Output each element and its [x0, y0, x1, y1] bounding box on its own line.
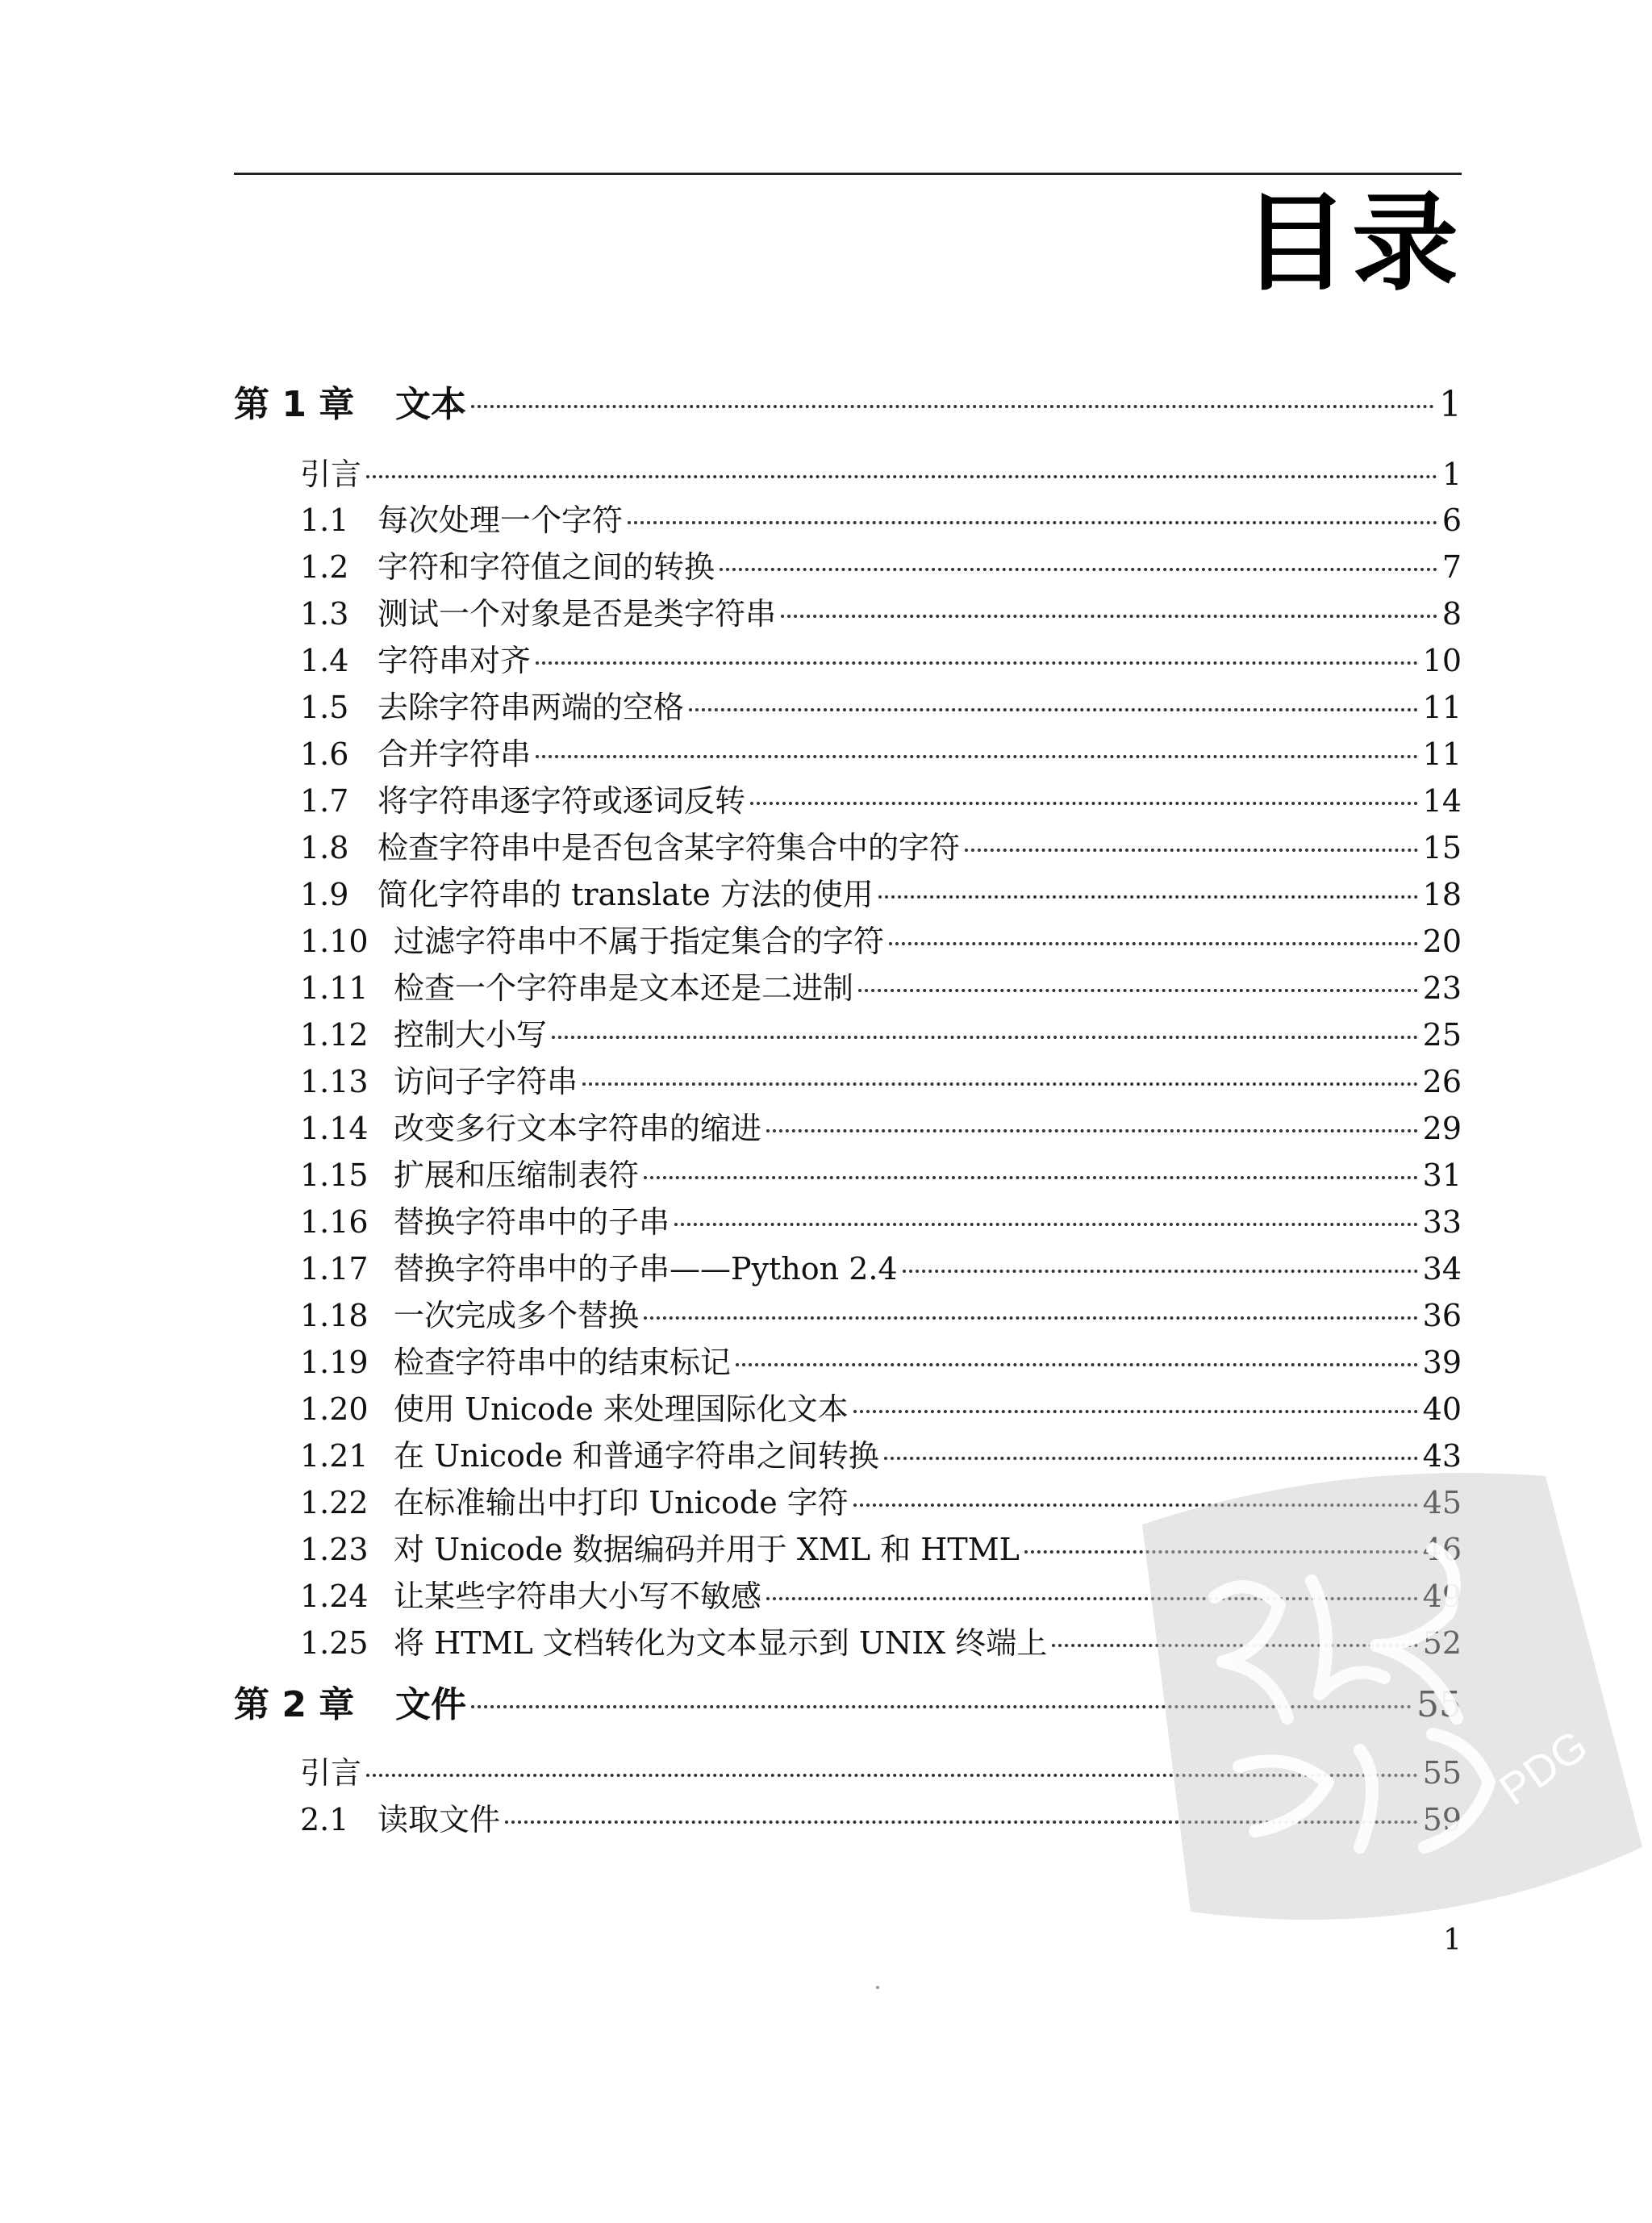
- dot-leader: [736, 1363, 1418, 1366]
- page-number: 26: [1422, 1064, 1462, 1099]
- toc-entry[interactable]: [300, 1106, 1462, 1151]
- entry-title: 简化字符串的 translate 方法的使用: [378, 877, 874, 912]
- dot-leader: [903, 1270, 1418, 1273]
- dot-leader: [878, 895, 1418, 899]
- toc-entry[interactable]: [300, 825, 1462, 870]
- entry-title: 让某些字符串大小写不敏感: [394, 1579, 762, 1614]
- page-number: 34: [1422, 1251, 1462, 1287]
- entry-title: 字符串对齐: [378, 643, 532, 678]
- page-number: 55: [1416, 1684, 1462, 1725]
- toc-entry[interactable]: [300, 1797, 1462, 1842]
- entry-title: 测试一个对象是否是类字符串: [378, 596, 777, 632]
- dot-leader: [471, 1705, 1412, 1708]
- entry-number: 1.8: [300, 830, 349, 865]
- toc-entry[interactable]: [300, 1012, 1462, 1057]
- dot-leader: [689, 708, 1418, 711]
- page-number: 7: [1441, 549, 1462, 585]
- dot-leader: [853, 1410, 1418, 1413]
- page-number: 10: [1422, 643, 1462, 678]
- entry-title: 合并字符串: [378, 736, 532, 772]
- page-number: 39: [1422, 1345, 1462, 1380]
- page-number: 40: [1422, 1391, 1462, 1427]
- page-number: 8: [1441, 596, 1462, 632]
- dot-leader: [536, 755, 1418, 758]
- dot-leader: [720, 568, 1437, 571]
- page-folio: 1: [1443, 1924, 1462, 1957]
- entry-number: 1.25: [300, 1625, 369, 1661]
- entry-number: 1.11: [300, 970, 369, 1006]
- entry-number: 1.12: [300, 1017, 369, 1053]
- toc-entry[interactable]: [300, 1199, 1462, 1245]
- entry-title: 引言: [300, 1755, 362, 1791]
- entry-number: 1.9: [300, 877, 349, 912]
- entry-title: 一次完成多个替换: [394, 1298, 640, 1333]
- chapter-number: 第 1 章: [234, 384, 355, 425]
- dot-leader: [1052, 1644, 1417, 1647]
- dot-leader: [644, 1176, 1418, 1179]
- entry-title: 替换字符串中的子串: [394, 1204, 670, 1240]
- entry-title: 检查一个字符串是文本还是二进制: [394, 970, 854, 1006]
- entry-title: 字符和字符值之间的转换: [378, 549, 715, 585]
- entry-title: 读取文件: [378, 1802, 501, 1837]
- toc-entry[interactable]: [300, 1153, 1462, 1198]
- entry-number: 1.4: [300, 643, 349, 678]
- entry-number: 1.3: [300, 596, 349, 632]
- page-number: 1: [1441, 457, 1462, 492]
- entry-title: 访问子字符串: [394, 1064, 578, 1099]
- entry-number: 1.1: [300, 503, 349, 538]
- page-number: 14: [1422, 783, 1462, 819]
- chapter-number: 第 2 章: [234, 1684, 355, 1725]
- chapter-title: 文本: [395, 384, 466, 425]
- page-number: 59: [1422, 1802, 1462, 1837]
- entry-title: 扩展和压缩制表符: [394, 1157, 640, 1193]
- page-number: 43: [1422, 1438, 1462, 1474]
- entry-number: 1.5: [300, 690, 349, 725]
- dot-leader: [505, 1821, 1418, 1824]
- toc-entry[interactable]: [300, 1059, 1462, 1104]
- dot-leader: [536, 661, 1418, 665]
- toc-entry[interactable]: [300, 1620, 1462, 1666]
- toc-entry[interactable]: [300, 778, 1462, 824]
- entry-number: 1.15: [300, 1157, 369, 1193]
- page-number: 25: [1422, 1017, 1462, 1053]
- page-number: 55: [1422, 1755, 1462, 1791]
- dot-leader: [766, 1129, 1418, 1132]
- page-number: 15: [1422, 830, 1462, 865]
- page-number: 20: [1422, 924, 1462, 959]
- dot-leader: [552, 1036, 1418, 1039]
- entry-title: 每次处理一个字符: [378, 503, 624, 538]
- dot-leader: [471, 405, 1434, 408]
- page-number: 36: [1422, 1298, 1462, 1333]
- entry-title: 改变多行文本字符串的缩进: [394, 1111, 762, 1146]
- dot-leader: [674, 1223, 1418, 1226]
- page-number: 45: [1422, 1485, 1462, 1520]
- page-number: 1: [1439, 384, 1462, 425]
- toc-entry[interactable]: [300, 591, 1462, 636]
- page-title: 目录: [1242, 181, 1462, 306]
- toc-chapter-2[interactable]: [234, 1679, 1462, 1731]
- toc-entry[interactable]: [300, 685, 1462, 730]
- entry-title: 将字符串逐字符或逐词反转: [378, 783, 746, 819]
- toc-entry[interactable]: [300, 1246, 1462, 1291]
- toc-entry[interactable]: [300, 1340, 1462, 1385]
- entry-title: 在 Unicode 和普通字符串之间转换: [394, 1438, 879, 1474]
- entry-title: 去除字符串两端的空格: [378, 690, 685, 725]
- dot-leader: [965, 849, 1418, 852]
- toc-entry[interactable]: [300, 732, 1462, 777]
- toc-entry[interactable]: [300, 1387, 1462, 1432]
- dot-leader: [644, 1316, 1418, 1320]
- entry-title: 引言: [300, 457, 362, 492]
- svg-text:PDG: PDG: [1491, 1720, 1596, 1815]
- dot-leader: [889, 942, 1418, 945]
- page-number: 33: [1422, 1204, 1462, 1240]
- page-number: 49: [1422, 1579, 1462, 1614]
- entry-number: 1.17: [300, 1251, 369, 1287]
- toc-entry[interactable]: [300, 966, 1462, 1011]
- page-number: 11: [1422, 690, 1462, 725]
- page-number: 29: [1422, 1111, 1462, 1146]
- toc-entry[interactable]: [300, 638, 1462, 683]
- page-number: 31: [1422, 1157, 1462, 1193]
- dot-leader: [750, 802, 1418, 805]
- dot-leader: [884, 1457, 1418, 1460]
- entry-number: 1.21: [300, 1438, 369, 1474]
- entry-title: 对 Unicode 数据编码并用于 XML 和 HTML: [394, 1532, 1020, 1567]
- dot-leader: [766, 1597, 1418, 1600]
- toc-entry[interactable]: [300, 1293, 1462, 1338]
- toc-entry[interactable]: [300, 872, 1462, 917]
- entry-title: 过滤字符串中不属于指定集合的字符: [394, 924, 885, 959]
- entry-title: 替换字符串中的子串——Python 2.4: [394, 1251, 898, 1287]
- entry-number: 1.14: [300, 1111, 369, 1146]
- toc-entry[interactable]: [300, 919, 1462, 964]
- entry-number: 1.22: [300, 1485, 369, 1520]
- entry-number: 1.10: [300, 924, 369, 959]
- entry-number: 1.20: [300, 1391, 369, 1427]
- toc-entry[interactable]: [300, 1433, 1462, 1479]
- toc-entry[interactable]: [300, 1480, 1462, 1525]
- entry-number: 1.13: [300, 1064, 369, 1099]
- toc-entry[interactable]: [300, 498, 1462, 543]
- entry-number: 1.7: [300, 783, 349, 819]
- entry-number: 1.19: [300, 1345, 369, 1380]
- toc-chapter-1[interactable]: [234, 379, 1462, 431]
- page-number: 18: [1422, 877, 1462, 912]
- entry-title: 将 HTML 文档转化为文本显示到 UNIX 终端上: [394, 1625, 1048, 1661]
- chapter-title: 文件: [395, 1684, 466, 1725]
- toc-entry[interactable]: [300, 1527, 1462, 1572]
- dot-leader: [853, 1504, 1418, 1507]
- entry-number: 1.24: [300, 1579, 369, 1614]
- toc-entry-intro-2[interactable]: [300, 1750, 1462, 1796]
- dot-leader: [582, 1082, 1418, 1086]
- page-number: 6: [1441, 503, 1462, 538]
- dot-leader: [858, 989, 1418, 992]
- entry-number: 1.2: [300, 549, 349, 585]
- entry-title: 在标准输出中打印 Unicode 字符: [394, 1485, 849, 1520]
- dot-leader: [781, 615, 1437, 618]
- dot-leader: [628, 521, 1437, 524]
- entry-number: 1.23: [300, 1532, 369, 1567]
- toc-entry-intro-1[interactable]: [300, 452, 1462, 497]
- entry-title: 检查字符串中是否包含某字符集合中的字符: [378, 830, 961, 865]
- entry-title: 检查字符串中的结束标记: [394, 1345, 732, 1380]
- page-number: 23: [1422, 970, 1462, 1006]
- dot-leader: [366, 475, 1437, 478]
- page-number: 52: [1422, 1625, 1462, 1661]
- toc-entry[interactable]: [300, 1574, 1462, 1619]
- scan-speck: [876, 1986, 879, 1989]
- page-number: 46: [1422, 1532, 1462, 1567]
- toc-entry[interactable]: [300, 544, 1462, 590]
- dot-leader: [366, 1774, 1418, 1777]
- page-number: 11: [1422, 736, 1462, 772]
- entry-title: 使用 Unicode 来处理国际化文本: [394, 1391, 849, 1427]
- dot-leader: [1024, 1550, 1418, 1554]
- entry-number: 1.6: [300, 736, 349, 772]
- entry-number: 1.18: [300, 1298, 369, 1333]
- entry-number: 1.16: [300, 1204, 369, 1240]
- entry-number: 2.1: [300, 1802, 349, 1837]
- entry-title: 控制大小写: [394, 1017, 548, 1053]
